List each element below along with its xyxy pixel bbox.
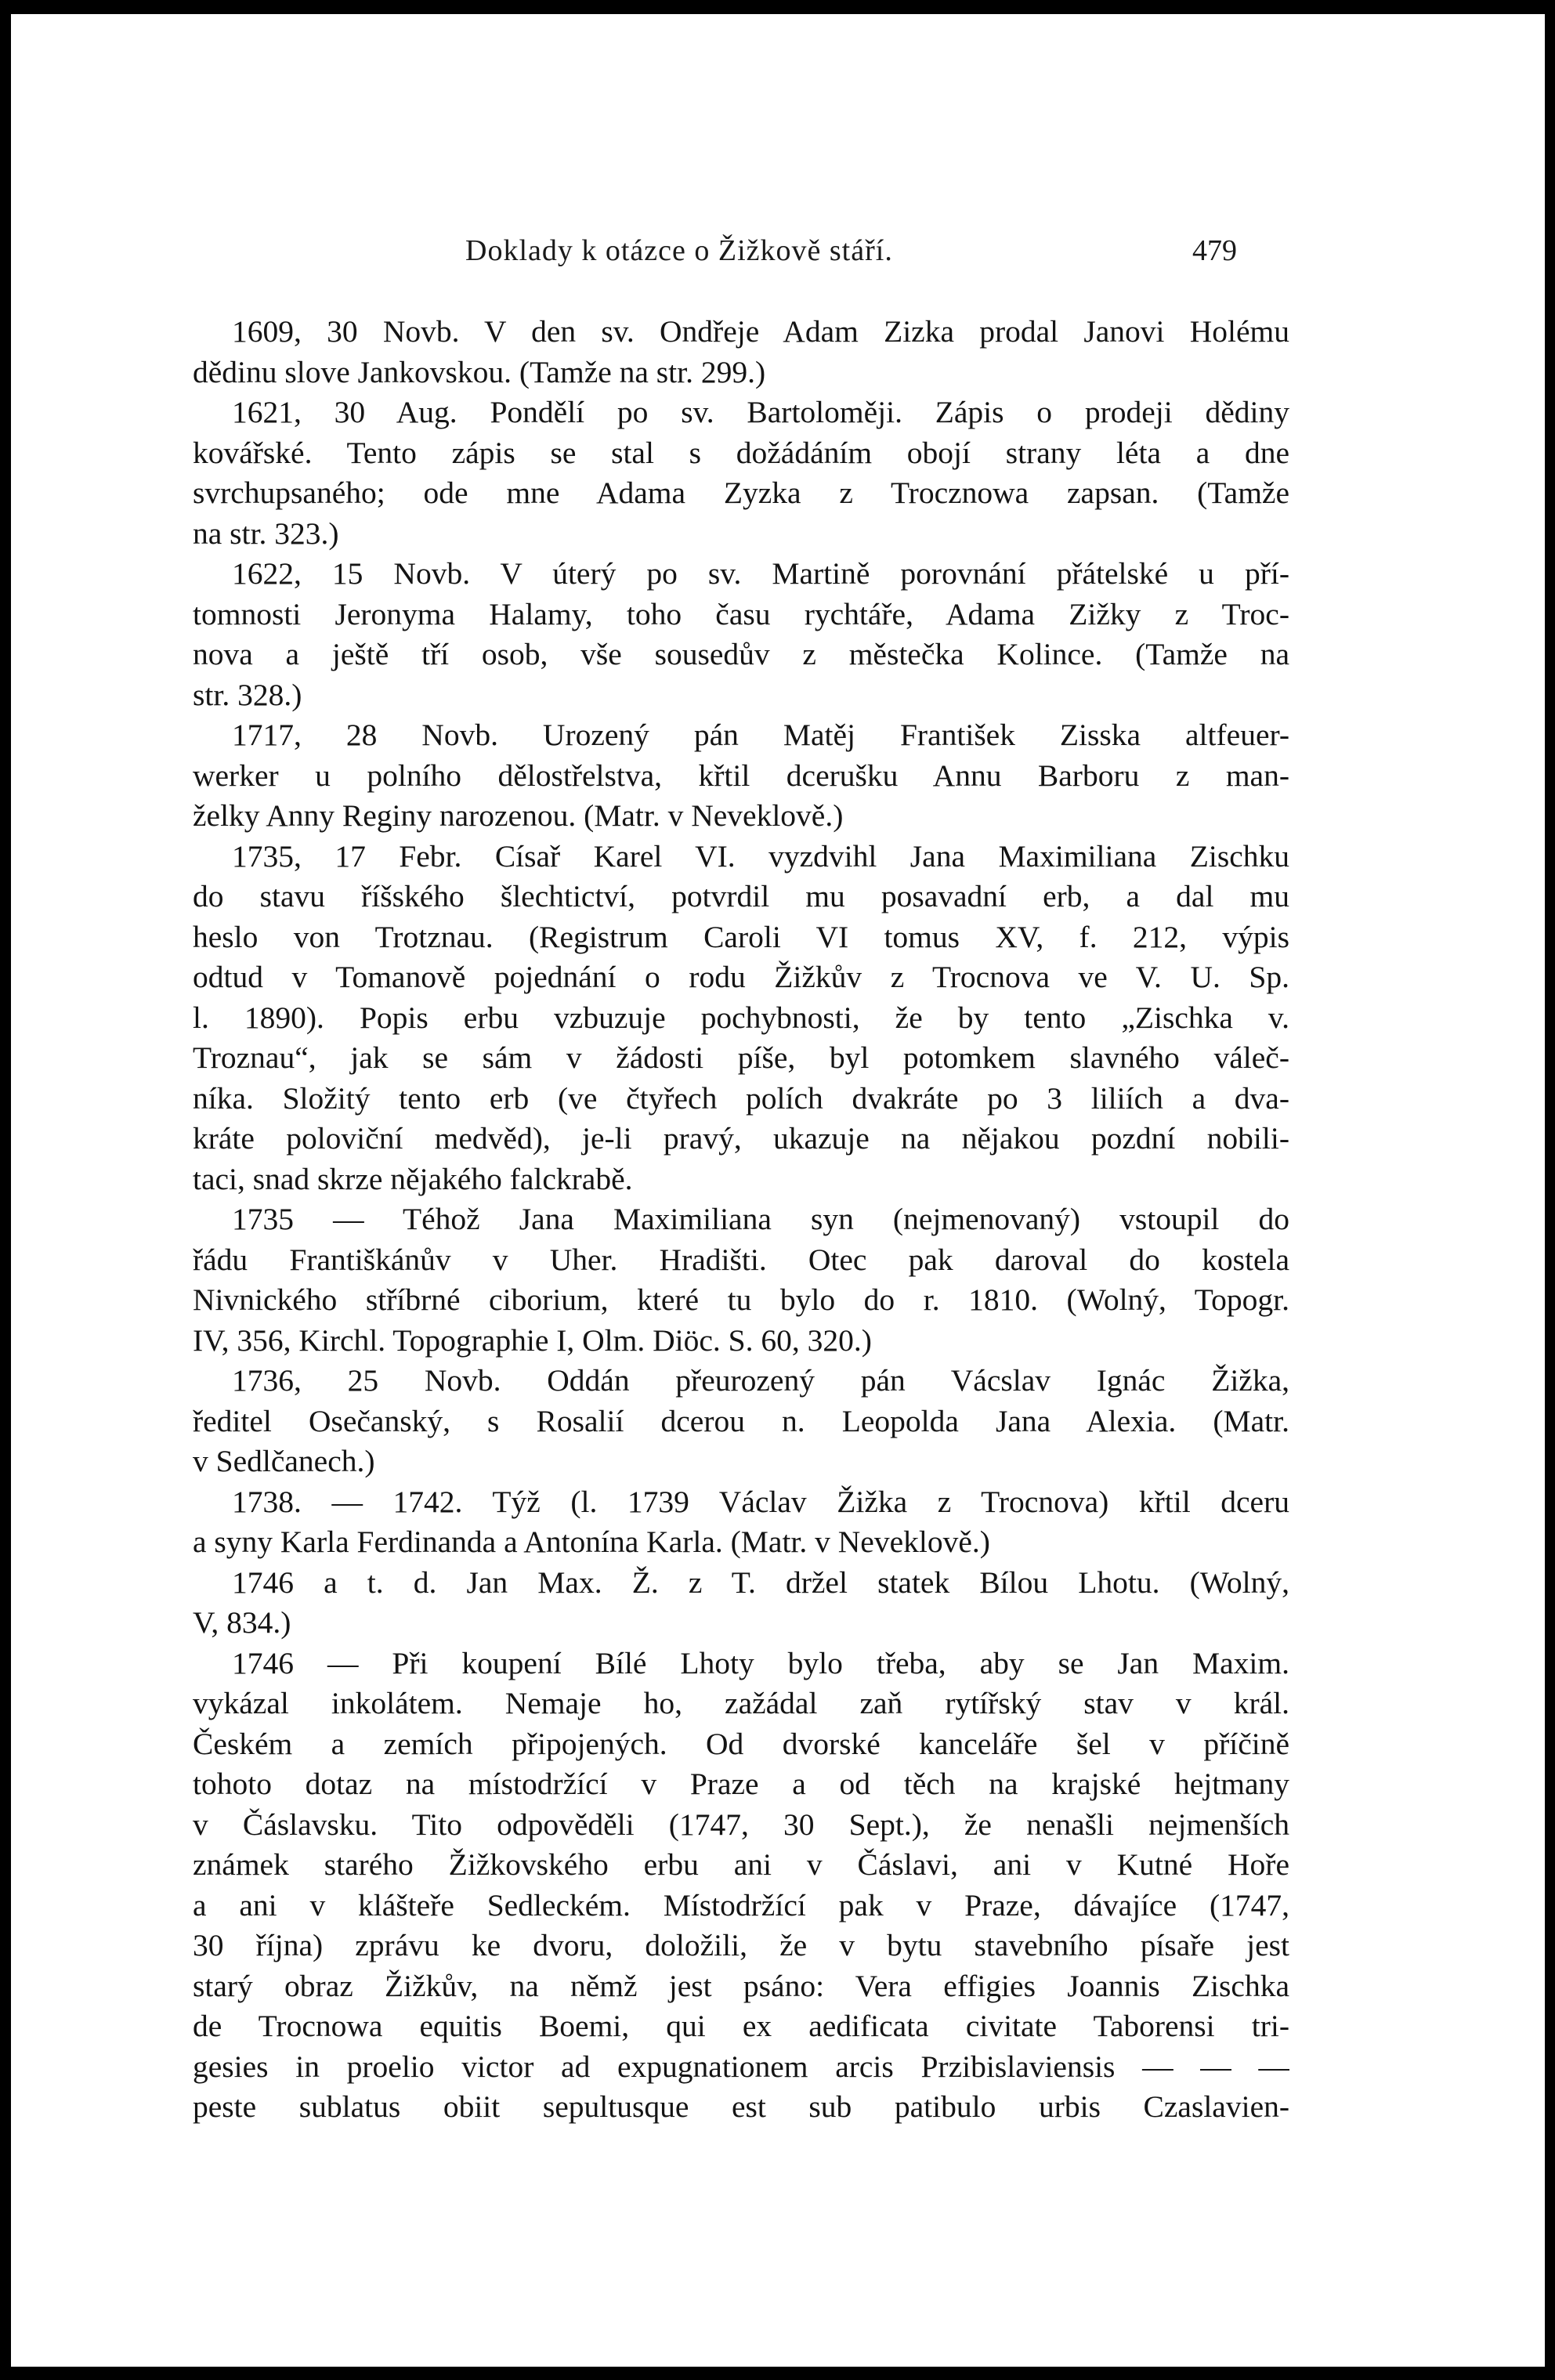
text-line: ředitel Osečanský, s Rosalií dcerou n. Leopolda Jana Alexia. (Matr. (193, 1403, 1289, 1438)
text-line: heslo von Trotznau. (Registrum Caroli VI tomus XV, f. 212, výpis (193, 919, 1289, 954)
text-line: 30 října) zprávu ke dvoru, doložili, že v bytu stavebního písaře jest (193, 1928, 1289, 1962)
text-line: taci, snad skrze nějakého falckrabě. (193, 1161, 633, 1196)
text-line: svrchupsaného; ode mne Adama Zyzka z Trocznowa zapsan. (Tamže (193, 476, 1289, 510)
text-line: 1621, 30 Aug. Pondělí po sv. Bartoloměji. Zápis o prodeji dědiny (232, 395, 1289, 429)
text-line (193, 2128, 1289, 2168)
text-line: na str. 323.) (193, 515, 339, 551)
text-line: dědinu slove Jankovskou. (Tamže na str. 299.) (193, 354, 766, 389)
text-line: V, 834.) (193, 1605, 291, 1640)
text-line: str. 328.) (193, 677, 302, 712)
text-line: starý obraz Žižkův, na němž jest psáno: Vera effigies Joannis Zischka (193, 1968, 1289, 2003)
text-line: kráte poloviční medvěd), je-li pravý, ukazuje na nějakou pozdní nobili- (193, 1121, 1289, 1156)
text-line: známek starého Žižkovského erbu ani v Čáslavi, ani v Kutné Hoře (193, 1847, 1289, 1882)
text-line: Troznau“, jak se sám v žádosti píše, byl potomkem slavného váleč- (193, 1040, 1289, 1075)
text-line: de Trocnowa equitis Boemi, qui ex aedificata civitate Taborensi tri- (193, 2009, 1289, 2043)
text-line: níka. Složitý tento erb (ve čtyřech polích dvakráte po 3 liliích a dva- (193, 1080, 1289, 1116)
text-line: gesies in proelio victor ad expugnationem arcis Przibislaviensis — — — (193, 2049, 1289, 2084)
text-line: 1738. — 1742. Týž (l. 1739 Václav Žižka z Trocnova) křtil dceru (232, 1484, 1289, 1519)
body-text (193, 312, 1289, 2168)
text-line: IV, 356, Kirchl. Topographie I, Olm. Diöc. S. 60, 320.) (193, 1322, 872, 1358)
text-line: a ani v klášteře Sedleckém. Místodržící pak v Praze, dávajíce (1747, (193, 1887, 1289, 1922)
text-line: Nivnického stříbrné ciborium, které tu bylo do r. 1810. (Wolný, Topogr. (193, 1282, 1289, 1317)
text-line: 1735 — Téhož Jana Maximiliana syn (nejmenovaný) vstoupil do (232, 1202, 1289, 1236)
text-line: 1736, 25 Novb. Oddán přeurozený pán Vácslav Ignác Žižka, (232, 1363, 1289, 1398)
text-line: v Čáslavsku. Tito odpověděli (1747, 30 Sept.), že nenašli nejmenších (193, 1807, 1289, 1842)
running-title: Doklady k otázce o Žižkově stáří. (465, 234, 893, 267)
text-line: 1746 — Při koupení Bílé Lhoty bylo třeba, aby se Jan Maxim. (232, 1645, 1289, 1680)
text-line: 1622, 15 Novb. V úterý po sv. Martině porovnání přátelské u pří- (232, 556, 1289, 591)
text-line: l. 1890). Popis erbu vzbuzuje pochybnosti, že by tento „Zischka v. (193, 1000, 1289, 1035)
text-line: želky Anny Reginy narozenou. (Matr. v Neveklově.) (193, 798, 844, 833)
text-line: v Sedlčanech.) (193, 1444, 375, 1478)
page-sheet (11, 14, 1545, 2367)
text-line: vykázal inkolátem. Nemaje ho, zažádal zaň rytířský stav v král. (193, 1686, 1289, 1720)
text-line: odtud v Tomanově pojednání o rodu Žižkův z Trocnova ve V. U. Sp. (193, 960, 1289, 994)
text-line: do stavu říšského šlechtictví, potvrdil mu posavadní erb, a dal mu (193, 879, 1289, 913)
text-line: 1609, 30 Novb. V den sv. Ondřeje Adam Zizka prodal Janovi Holému (232, 314, 1289, 349)
text-line: 1746 a t. d. Jan Max. Ž. z T. držel statek Bílou Lhotu. (Wolný, (232, 1564, 1289, 1600)
page-number: 479 (1192, 234, 1237, 267)
text-line: tohoto dotaz na místodržící v Praze a od těch na krajské hejtmany (193, 1767, 1289, 1801)
text-line: werker u polního dělostřelstva, křtil dcerušku Annu Barboru z man- (193, 758, 1289, 793)
text-line: peste sublatus obiit sepultusque est sub patibulo urbis Czaslavien- (193, 2089, 1289, 2124)
text-line: řádu Františkánův v Uher. Hradišti. Otec pak daroval do kostela (193, 1242, 1289, 1277)
text-line: tomnosti Jeronyma Halamy, toho času rychtáře, Adama Zižky z Troc- (193, 596, 1289, 631)
text-line: 1735, 17 Febr. Císař Karel VI. vyzdvihl Jana Maximiliana Zischku (232, 838, 1289, 874)
text-line: Českém a zemích připojených. Od dvorské kanceláře šel v příčině (193, 1726, 1289, 1761)
text-line: a syny Karla Ferdinanda a Antonína Karla. (Matr. v Neveklově.) (193, 1525, 990, 1559)
text-line: 1717, 28 Novb. Urozený pán Matěj František Zisska altfeuer- (232, 718, 1289, 752)
page-header (11, 233, 1545, 280)
text-line: nova a ještě tří osob, vše sousedův z městečka Kolince. (Tamže na (193, 637, 1289, 671)
text-line: kovářské. Tento zápis se stal s dožádáním obojí strany léta a dne (193, 435, 1289, 470)
